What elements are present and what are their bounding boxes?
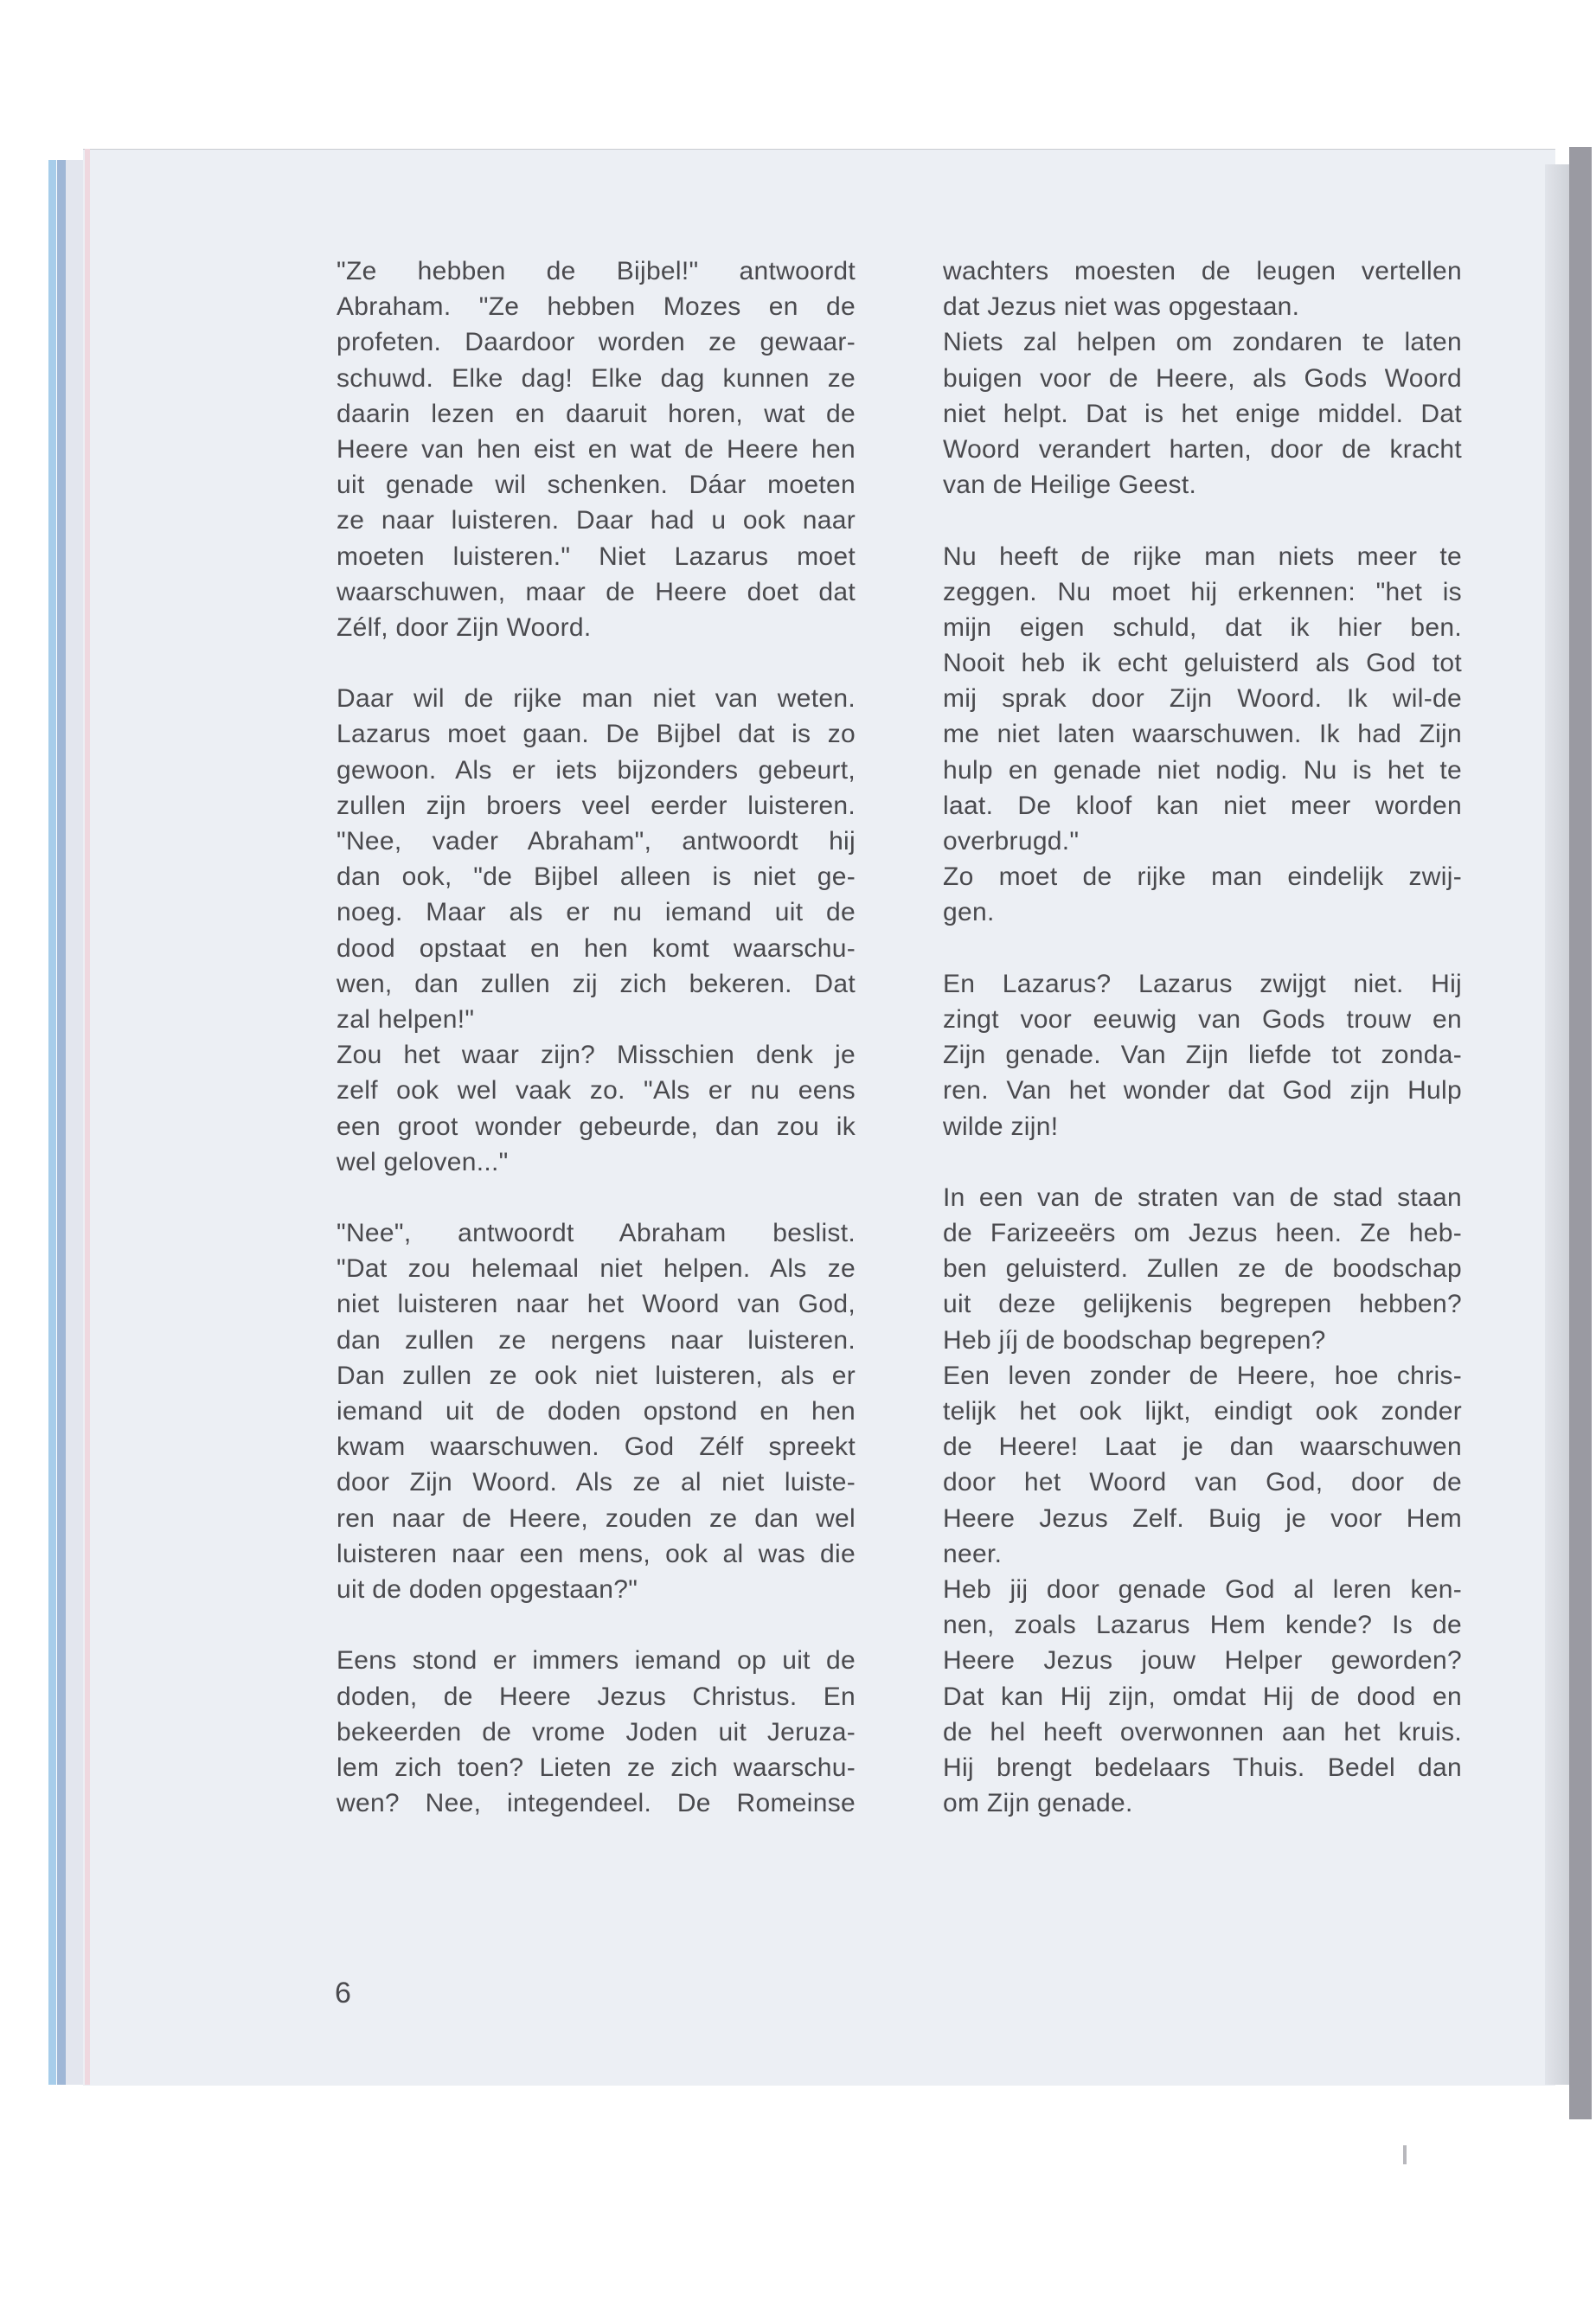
text-line: me niet laten waarschuwen. Ik had Zijn — [943, 720, 1462, 749]
text-line: Nooit heb ik echt geluisterd als God tot — [943, 649, 1462, 678]
text-line: noeg. Maar als er nu iemand uit de — [337, 898, 856, 927]
text-line: nen, zoals Lazarus Hem kende? Is de — [943, 1611, 1462, 1640]
text-line: ren naar de Heere, zouden ze dan wel — [337, 1503, 856, 1533]
text-line: Zo moet de rijke man eindelijk zwij- — [943, 862, 1462, 892]
text-line: zal helpen!" — [337, 1004, 475, 1034]
text-line: dan ook, "de Bijbel alleen is niet ge- — [337, 862, 856, 892]
text-line: de Farizeeërs om Jezus heen. Ze heb- — [943, 1219, 1462, 1248]
text-line: niet helpt. Dat is het enige middel. Dat — [943, 399, 1462, 428]
text-line: luisteren naar een mens, ook al was die — [337, 1539, 856, 1568]
text-line: ben geluisterd. Zullen ze de boodschap — [943, 1254, 1462, 1284]
text-line: gewoon. Als er iets bijzonders gebeurt, — [337, 755, 856, 785]
text-line: bekeerden de vrome Joden uit Jeruza- — [337, 1717, 856, 1747]
text-line: wachters moesten de leugen vertellen — [943, 257, 1462, 285]
text-line: Eens stond er immers iemand op uit de — [337, 1646, 856, 1676]
text-line: de Heere! Laat je dan waarschuwen — [943, 1433, 1462, 1462]
page-number: 6 — [335, 1977, 351, 2009]
page-edge-pale — [66, 160, 83, 2085]
text-line: Lazarus moet gaan. De Bijbel dat is zo — [337, 720, 856, 749]
text-line: "Ze hebben de Bijbel!" antwoordt — [337, 257, 856, 285]
text-line: door het Woord van God, door de — [943, 1468, 1462, 1497]
paragraph-gap — [943, 931, 1462, 966]
paragraph-gap — [337, 1607, 856, 1643]
text-line: een groot wonder gebeurde, dan zou ik — [337, 1112, 856, 1141]
text-line: neer. — [943, 1539, 1003, 1568]
text-line: Heb jij door genade God al leren ken- — [943, 1574, 1462, 1604]
text-line: zullen zijn broers veel eerder luisteren. — [337, 791, 856, 820]
text-line: dan zullen ze nergens naar luisteren. — [337, 1325, 856, 1355]
text-line: In een van de straten van de stad staan — [943, 1183, 1462, 1212]
text-line: hulp en genade niet nodig. Nu is het te — [943, 755, 1462, 785]
text-line: zingt voor eeuwig van Gods trouw en — [943, 1004, 1462, 1034]
paragraph-gap — [337, 1180, 856, 1215]
text-line: zelf ook wel vaak zo. "Als er nu eens — [337, 1076, 856, 1106]
text-line: Dan zullen ze ook niet luisteren, als er — [337, 1361, 856, 1390]
page-edge-pink — [85, 149, 90, 2085]
text-line: iemand uit de doden opstond en hen — [337, 1397, 856, 1426]
text-line: Heere Jezus Zelf. Buig je voor Hem — [943, 1503, 1462, 1533]
text-line: niet luisteren naar het Woord van God, — [337, 1290, 856, 1319]
text-line: mij sprak door Zijn Woord. Ik wil-de — [943, 684, 1462, 714]
text-line: telijk het ook lijkt, eindigt ook zonder — [943, 1397, 1462, 1426]
text-line: wilde zijn! — [943, 1112, 1059, 1141]
text-line: "Nee", antwoordt Abraham beslist. — [337, 1219, 856, 1248]
paragraph-gap — [943, 1144, 1462, 1180]
left-text-column — [337, 253, 856, 1821]
text-line: Nu heeft de rijke man niets meer te — [943, 542, 1462, 571]
text-line: buigen voor de Heere, als Gods Woord — [943, 363, 1462, 393]
page-gutter-shadow — [1545, 164, 1569, 2085]
text-line: Dat kan Hij zijn, omdat Hij de dood en — [943, 1682, 1462, 1711]
text-line: Niets zal helpen om zondaren te laten — [943, 328, 1462, 357]
text-line: uit genade wil schenken. Dáar moeten — [337, 471, 856, 500]
text-line: ren. Van het wonder dat God zijn Hulp — [943, 1076, 1462, 1106]
text-line: daarin lezen en daaruit horen, wat de — [337, 399, 856, 428]
text-line: Heere van hen eist en wat de Heere hen — [337, 434, 856, 464]
page-edge-blue — [48, 160, 56, 2085]
text-line: dat Jezus niet was opgestaan. — [943, 292, 1300, 322]
text-line: door Zijn Woord. Als ze al niet luiste- — [337, 1468, 856, 1497]
text-line: waarschuwen, maar de Heere doet dat — [337, 577, 856, 606]
text-line: om Zijn genade. — [943, 1789, 1133, 1818]
text-line: Daar wil de rijke man niet van weten. — [337, 684, 856, 714]
text-line: laat. De kloof kan niet meer worden — [943, 791, 1462, 820]
text-line: schuwd. Elke dag! Elke dag kunnen ze — [337, 363, 856, 393]
text-line: kwam waarschuwen. God Zélf spreekt — [337, 1433, 856, 1462]
text-line: moeten luisteren." Niet Lazarus moet — [337, 542, 856, 571]
text-line: overbrugd." — [943, 827, 1080, 856]
text-line: wel geloven..." — [337, 1147, 509, 1176]
text-line: En Lazarus? Lazarus zwijgt niet. Hij — [943, 969, 1462, 998]
page-edge-dark-blue — [57, 160, 66, 2085]
text-line: Zélf, door Zijn Woord. — [337, 612, 592, 642]
scan-speck — [1403, 2145, 1407, 2164]
text-line: zeggen. Nu moet hij erkennen: "het is — [943, 577, 1462, 606]
text-line: Zijn genade. Van Zijn liefde tot zonda- — [943, 1041, 1462, 1070]
text-line: Woord verandert harten, door de kracht — [943, 434, 1462, 464]
paragraph-gap — [943, 503, 1462, 538]
text-line: ze naar luisteren. Daar had u ook naar — [337, 506, 856, 535]
text-line: wen? Nee, integendeel. De Romeinse — [337, 1789, 856, 1818]
text-line: Een leven zonder de Heere, hoe chris- — [943, 1361, 1462, 1390]
text-line: uit deze gelijkenis begrepen hebben? — [943, 1290, 1462, 1319]
book-spine — [1569, 147, 1592, 2119]
text-line: "Nee, vader Abraham", antwoordt hij — [337, 827, 856, 856]
text-line: lem zich toen? Lieten ze zich waarschu- — [337, 1753, 856, 1782]
text-line: Abraham. "Ze hebben Mozes en de — [337, 292, 856, 322]
paragraph-gap — [337, 645, 856, 681]
text-line: Zou het waar zijn? Misschien denk je — [337, 1041, 856, 1070]
text-line: de hel heeft overwonnen aan het kruis. — [943, 1717, 1462, 1747]
text-line: uit de doden opgestaan?" — [337, 1574, 638, 1604]
text-line: "Dat zou helemaal niet helpen. Als ze — [337, 1254, 856, 1284]
text-line: Heb jíj de boodschap begrepen? — [943, 1325, 1326, 1355]
text-line: van de Heilige Geest. — [943, 471, 1197, 500]
text-line: Hij brengt bedelaars Thuis. Bedel dan — [943, 1753, 1462, 1782]
text-line: mijn eigen schuld, dat ik hier ben. — [943, 612, 1462, 642]
text-line: profeten. Daardoor worden ze gewaar- — [337, 328, 856, 357]
text-line: Heere Jezus jouw Helper geworden? — [943, 1646, 1462, 1676]
text-line: wen, dan zullen zij zich bekeren. Dat — [337, 969, 856, 998]
text-line: doden, de Heere Jezus Christus. En — [337, 1682, 856, 1711]
text-line: gen. — [943, 898, 995, 927]
text-line: dood opstaat en hen komt waarschu- — [337, 933, 856, 963]
right-text-column — [943, 253, 1462, 1821]
